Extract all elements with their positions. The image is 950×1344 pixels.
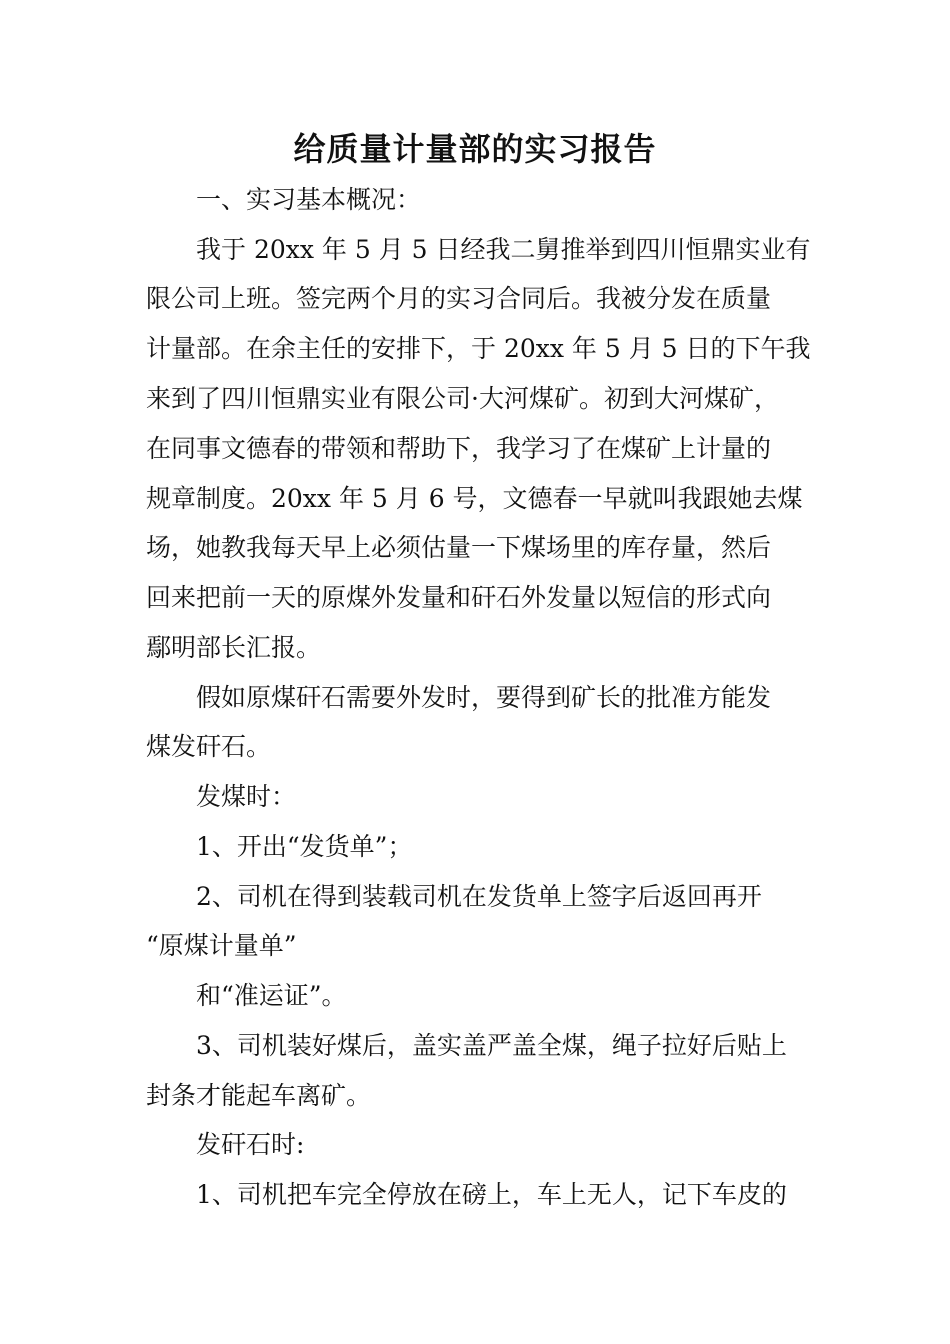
paragraph-line: 我于 20xx 年 5 月 5 日经我二舅推举到四川恒鼎实业有	[196, 235, 811, 264]
section-heading-coal-dispatch: 发煤时：	[196, 782, 297, 811]
paragraph-line: 封条才能起车离矿。	[146, 1081, 372, 1110]
list-item: 2、司机在得到装载司机在发货单上签字后返回再开	[196, 882, 762, 911]
paragraph-line: 回来把前一天的原煤外发量和矸石外发量以短信的形式向	[146, 583, 772, 612]
paragraph-line: 煤发矸石。	[146, 732, 272, 761]
section-heading-basic-overview: 一、实习基本概况：	[196, 185, 422, 214]
paragraph-line: 假如原煤矸石需要外发时，要得到矿长的批准方能发	[196, 683, 772, 712]
paragraph-line: 和“准运证”。	[196, 981, 347, 1010]
list-item: 3、司机装好煤后，盖实盖严盖全煤，绳子拉好后贴上	[196, 1031, 787, 1060]
list-item: 1、开出“发货单”；	[196, 832, 413, 861]
paragraph-line: 来到了四川恒鼎实业有限公司·大河煤矿。初到大河煤矿，	[146, 384, 779, 413]
page-title: 给质量计量部的实习报告	[293, 130, 657, 168]
paragraph-line: 场，她教我每天早上必须估量一下煤场里的库存量，然后	[146, 533, 772, 562]
paragraph-line: “原煤计量单”	[146, 931, 297, 960]
paragraph-line: 限公司上班。签完两个月的实习合同后。我被分发在质量	[146, 284, 772, 313]
paragraph-line: 规章制度。20xx 年 5 月 6 号，文德春一早就叫我跟她去煤	[146, 484, 803, 513]
list-item: 1、司机把车完全停放在磅上，车上无人，记下车皮的	[196, 1180, 787, 1209]
paragraph-line: 计量部。在余主任的安排下，于 20xx 年 5 月 5 日的下午我	[146, 334, 811, 363]
section-heading-gangue-dispatch: 发矸石时:	[196, 1130, 305, 1159]
paragraph-line: 鄢明部长汇报。	[146, 633, 322, 662]
paragraph-line: 在同事文德春的带领和帮助下，我学习了在煤矿上计量的	[146, 434, 772, 463]
